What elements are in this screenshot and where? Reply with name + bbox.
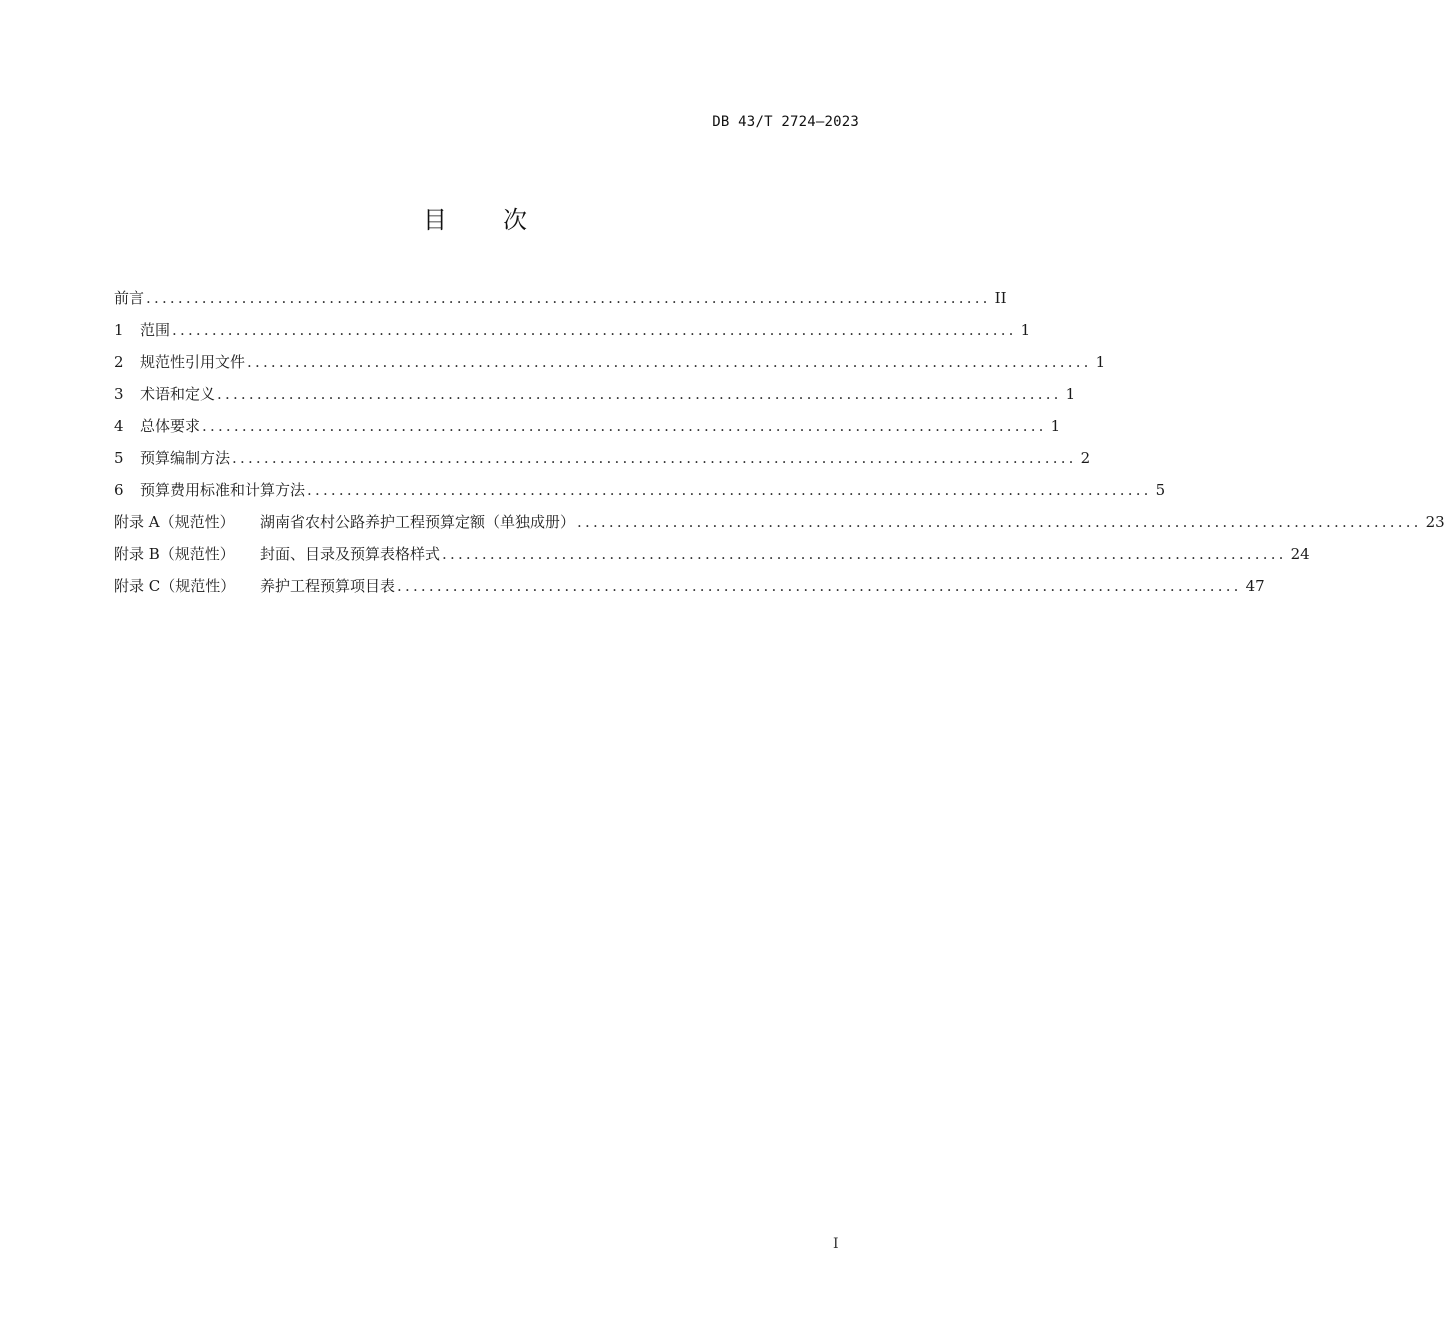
- toc-entry-budget-method[interactable]: [114, 446, 1091, 478]
- toc-heading: [0, 200, 950, 235]
- toc-entry-page: 1: [1020, 321, 1031, 339]
- toc-leader-dots: ..........................................................................................................: [442, 545, 1287, 563]
- table-of-contents: [114, 286, 1445, 606]
- toc-leader-dots: ..........................................................................................................: [172, 321, 1017, 339]
- toc-leader-dots: ..........................................................................................................: [217, 385, 1062, 403]
- toc-entry-page: 47: [1245, 577, 1265, 595]
- toc-leader-dots: ..........................................................................................................: [202, 417, 1047, 435]
- toc-entry-page: 24: [1290, 545, 1310, 563]
- toc-entry-page: 23: [1425, 513, 1445, 531]
- toc-entry-text: 范围: [140, 321, 171, 339]
- toc-entry-normative-references[interactable]: [114, 350, 1106, 382]
- toc-heading-char-1: 目: [423, 206, 447, 234]
- toc-appendix-prefix: 附录 C（规范性）: [114, 577, 236, 595]
- toc-entry-text: 预算费用标准和计算方法: [140, 481, 306, 499]
- toc-entry-scope[interactable]: [114, 318, 1031, 350]
- toc-entry-appendix-b[interactable]: [114, 542, 1310, 574]
- toc-entry-cost-standards[interactable]: [114, 478, 1166, 510]
- toc-entry-appendix-a[interactable]: [114, 510, 1445, 542]
- toc-entry-number: 5: [114, 449, 124, 467]
- toc-leader-dots: ..........................................................................................................: [397, 577, 1242, 595]
- toc-entry-text: 总体要求: [140, 417, 201, 435]
- toc-leader-dots: ..........................................................................................................: [247, 353, 1092, 371]
- toc-leader-dots: ..........................................................................................................: [232, 449, 1077, 467]
- toc-entry-page: 1: [1050, 417, 1061, 435]
- toc-entry-page: II: [994, 289, 1007, 307]
- toc-entry-number: 2: [114, 353, 124, 371]
- toc-entry-text: 规范性引用文件: [140, 353, 246, 371]
- toc-entry-text: 术语和定义: [140, 385, 216, 403]
- document-code: DB 43/T 2724—2023: [712, 114, 859, 130]
- toc-heading-char-2: 次: [503, 206, 527, 234]
- toc-entry-text: 养护工程预算项目表: [260, 577, 396, 595]
- toc-entry-text: 封面、目录及预算表格样式: [260, 545, 441, 563]
- toc-entry-terms-definitions[interactable]: [114, 382, 1076, 414]
- toc-entry-text: 预算编制方法: [140, 449, 231, 467]
- toc-entry-number: 1: [114, 321, 124, 339]
- toc-entry-appendix-c[interactable]: [114, 574, 1265, 606]
- toc-entry-number: 3: [114, 385, 124, 403]
- toc-appendix-prefix: 附录 A（规范性）: [114, 513, 235, 531]
- toc-entry-number: 4: [114, 417, 124, 435]
- toc-entry-page: 1: [1095, 353, 1106, 371]
- toc-appendix-prefix: 附录 B（规范性）: [114, 545, 235, 563]
- toc-entry-number: 6: [114, 481, 124, 499]
- toc-leader-dots: ..........................................................................................................: [146, 289, 991, 307]
- toc-leader-dots: ..........................................................................................................: [307, 481, 1152, 499]
- toc-entry-page: 5: [1155, 481, 1166, 499]
- page-number: I: [833, 1236, 839, 1252]
- toc-entry-text: 前言: [114, 289, 145, 307]
- toc-entry-foreword[interactable]: [114, 286, 1007, 318]
- toc-entry-general-requirements[interactable]: [114, 414, 1061, 446]
- toc-leader-dots: ..........................................................................................................: [577, 513, 1422, 531]
- toc-entry-text: 湖南省农村公路养护工程预算定额（单独成册）: [260, 513, 576, 531]
- toc-entry-page: 1: [1065, 385, 1076, 403]
- toc-entry-page: 2: [1080, 449, 1091, 467]
